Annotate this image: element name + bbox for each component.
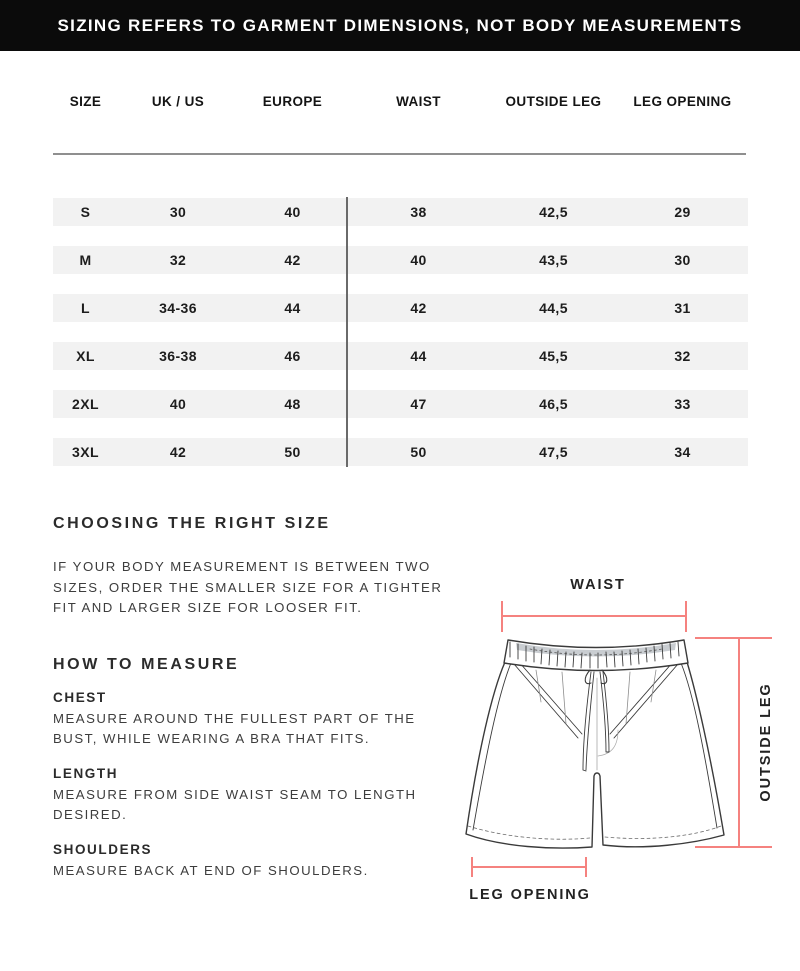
cell-uk-us: 40 bbox=[169, 396, 187, 412]
measure-item-length bbox=[53, 766, 465, 826]
measurement-diagram bbox=[440, 560, 800, 960]
measure-item-chest bbox=[53, 690, 465, 750]
cell-uk-us: 34-36 bbox=[159, 300, 197, 316]
cell-waist: 42 bbox=[410, 300, 427, 316]
cell-leg-opening: 31 bbox=[674, 300, 691, 316]
waist-dimension-label: WAIST bbox=[570, 577, 626, 593]
cell-europe: 42 bbox=[284, 252, 301, 268]
cell-leg-opening: 30 bbox=[674, 252, 691, 268]
cell-leg-opening: 34 bbox=[674, 444, 691, 460]
cell-uk-us: 42 bbox=[169, 444, 187, 460]
waist-dimension-line bbox=[502, 601, 686, 632]
cell-outside-leg: 42,5 bbox=[539, 204, 568, 220]
table-row bbox=[53, 438, 748, 466]
outside-leg-dimension-label: OUTSIDE LEG bbox=[758, 682, 774, 802]
cell-outside-leg: 45,5 bbox=[539, 348, 568, 364]
disclaimer-banner-text: SIZING REFERS TO GARMENT DIMENSIONS, NOT BODY MEASUREMENTS bbox=[57, 15, 743, 35]
cell-europe: 46 bbox=[284, 348, 301, 364]
cell-size: XL bbox=[76, 348, 95, 364]
cell-size: S bbox=[80, 204, 91, 220]
cell-waist: 40 bbox=[410, 252, 427, 268]
table-row bbox=[53, 246, 748, 274]
column-header-outside-leg: OUTSIDE LEG bbox=[505, 94, 602, 109]
cell-uk-us: 32 bbox=[169, 252, 187, 268]
cell-waist: 50 bbox=[410, 444, 427, 460]
cell-size: 3XL bbox=[72, 444, 99, 460]
cell-europe: 44 bbox=[284, 300, 301, 316]
table-row bbox=[53, 390, 748, 418]
table-vertical-divider bbox=[346, 197, 348, 467]
measure-item-shoulders bbox=[53, 842, 465, 882]
table-row bbox=[53, 198, 748, 226]
size-table-header bbox=[53, 94, 748, 109]
cell-waist: 44 bbox=[410, 348, 427, 364]
choosing-size-title: CHOOSING THE RIGHT SIZE bbox=[53, 515, 331, 532]
column-header-size: SIZE bbox=[69, 94, 102, 109]
length-text: MEASURE FROM SIDE WAIST SEAM TO LENGTH DESIRED. bbox=[53, 786, 417, 822]
cell-outside-leg: 44,5 bbox=[539, 300, 568, 316]
size-table bbox=[53, 198, 748, 486]
how-to-measure-title: HOW TO MEASURE bbox=[53, 655, 240, 673]
cell-uk-us: 36-38 bbox=[159, 348, 197, 364]
cell-europe: 40 bbox=[284, 204, 301, 220]
cell-uk-us: 30 bbox=[169, 204, 187, 220]
chest-label: CHEST bbox=[53, 689, 107, 705]
chest-text: MEASURE AROUND THE FULLEST PART OF THE BUST, WHILE WEARING A BRA THAT FITS. bbox=[53, 710, 416, 746]
cell-waist: 47 bbox=[410, 396, 427, 412]
cell-outside-leg: 47,5 bbox=[539, 444, 568, 460]
cell-size: 2XL bbox=[72, 396, 99, 412]
cell-leg-opening: 29 bbox=[674, 204, 691, 220]
shorts-sketch bbox=[466, 640, 724, 848]
header-rule bbox=[53, 153, 746, 155]
column-header-europe: EUROPE bbox=[262, 94, 323, 109]
column-header-uk-us: UK / US bbox=[151, 94, 205, 109]
cell-waist: 38 bbox=[410, 204, 427, 220]
cell-size: M bbox=[79, 252, 92, 268]
cell-europe: 48 bbox=[284, 396, 301, 412]
column-header-waist: WAIST bbox=[396, 94, 441, 109]
choosing-size-text: IF YOUR BODY MEASUREMENT IS BETWEEN TWO SIZES, ORDER THE SMALLER SIZE FOR A TIGHTER FIT AND LARGER SIZE FOR LOOSER FIT. bbox=[53, 559, 443, 615]
cell-europe: 50 bbox=[284, 444, 301, 460]
table-row bbox=[53, 342, 748, 370]
length-label: LENGTH bbox=[53, 765, 119, 781]
cell-size: L bbox=[81, 300, 90, 316]
shoulders-label: SHOULDERS bbox=[53, 841, 153, 857]
table-row bbox=[53, 294, 748, 322]
disclaimer-banner bbox=[0, 0, 800, 51]
shoulders-text: MEASURE BACK AT END OF SHOULDERS. bbox=[53, 862, 369, 878]
cell-leg-opening: 32 bbox=[674, 348, 691, 364]
cell-outside-leg: 43,5 bbox=[539, 252, 568, 268]
leg-opening-dimension-label: LEG OPENING bbox=[469, 887, 591, 903]
cell-outside-leg: 46,5 bbox=[539, 396, 568, 412]
cell-leg-opening: 33 bbox=[674, 396, 691, 412]
sizing-info-column bbox=[53, 515, 465, 881]
leg-opening-dimension-line bbox=[472, 857, 586, 877]
column-header-leg-opening: LEG OPENING bbox=[633, 94, 732, 109]
